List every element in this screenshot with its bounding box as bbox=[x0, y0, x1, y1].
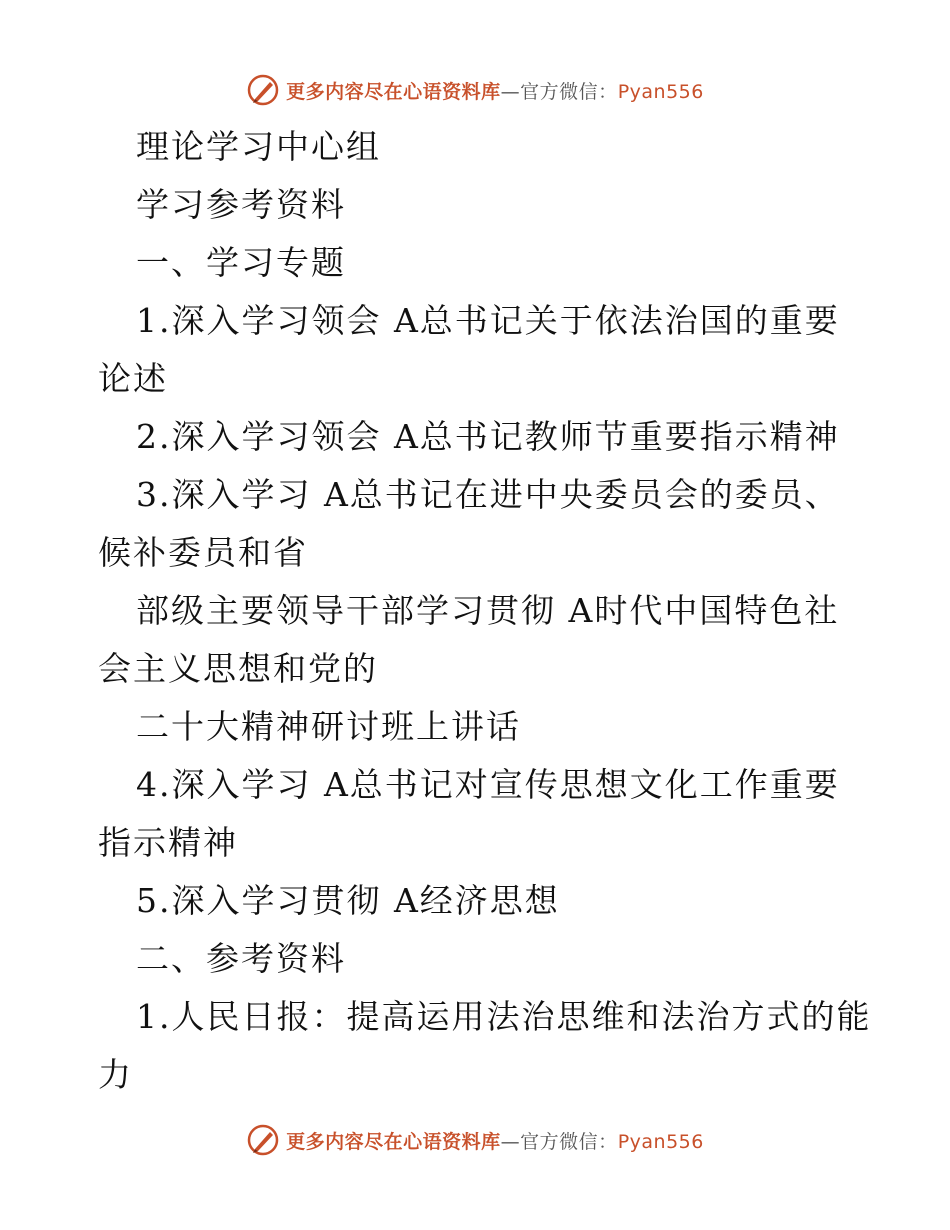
document-line: 3.深入学习 A总书记在进中央委员会的委员、 bbox=[136, 475, 840, 514]
document-line: 2.深入学习领会 A总书记教师节重要指示精神 bbox=[136, 417, 840, 456]
document-line: 指示精神 bbox=[98, 823, 238, 862]
watermark-text bbox=[286, 77, 704, 104]
watermark-separator: — bbox=[500, 80, 521, 103]
document-line: 论述 bbox=[98, 359, 168, 398]
watermark-account: Pyan556 bbox=[617, 80, 704, 103]
header-watermark-banner bbox=[0, 70, 950, 110]
watermark-wechat-label: 官方微信： bbox=[520, 1130, 618, 1153]
watermark-main: 更多内容尽在心语资料库 bbox=[286, 80, 501, 103]
watermark-main: 更多内容尽在心语资料库 bbox=[286, 1130, 501, 1153]
document-line: 候补委员和省 bbox=[98, 533, 308, 572]
footer-watermark-banner bbox=[0, 1120, 950, 1160]
document-line: 理论学习中心组 bbox=[136, 127, 381, 166]
document-line: 一、学习专题 bbox=[136, 243, 346, 282]
document-line: 二、参考资料 bbox=[136, 939, 346, 978]
watermark-wechat-label: 官方微信： bbox=[520, 80, 618, 103]
document-line: 力 bbox=[98, 1055, 133, 1094]
quill-pen-logo-icon bbox=[246, 1123, 280, 1157]
document-line: 5.深入学习贯彻 A经济思想 bbox=[136, 881, 560, 920]
watermark-separator: — bbox=[500, 1130, 521, 1153]
document-line: 会主义思想和党的 bbox=[98, 649, 378, 688]
document-line: 二十大精神研讨班上讲话 bbox=[136, 707, 521, 746]
document-line: 部级主要领导干部学习贯彻 A时代中国特色社 bbox=[136, 591, 840, 630]
document-line: 4.深入学习 A总书记对宣传思想文化工作重要 bbox=[136, 765, 840, 804]
watermark-account: Pyan556 bbox=[617, 1130, 704, 1153]
document-line: 学习参考资料 bbox=[136, 185, 346, 224]
document-line: 1.深入学习领会 A总书记关于依法治国的重要 bbox=[136, 301, 840, 340]
quill-pen-logo-icon bbox=[246, 73, 280, 107]
document-line: 1.人民日报：提高运用法治思维和法治方式的能 bbox=[136, 997, 872, 1036]
watermark-text bbox=[286, 1127, 704, 1154]
document-body bbox=[98, 118, 872, 1104]
